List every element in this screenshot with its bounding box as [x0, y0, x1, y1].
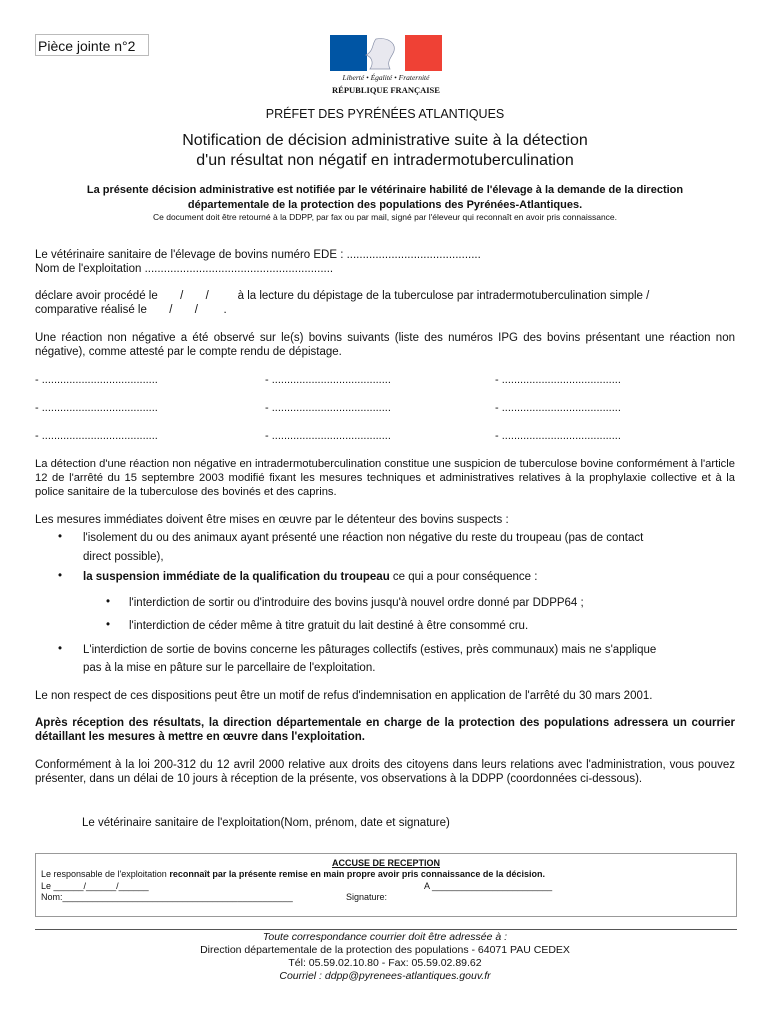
signature-line: Le vétérinaire sanitaire de l'exploitation(Nom, prénom, date et signature): [82, 817, 450, 829]
bullet-icon: •: [106, 596, 111, 608]
bullet-icon: •: [58, 531, 63, 543]
bullet-icon: •: [106, 619, 111, 631]
declare-line-2: comparative réalisé le / / .: [35, 304, 227, 316]
ack-nom-field[interactable]: Nom:______________________________________________: [41, 892, 293, 902]
bovin-entry: - ......................................: [35, 430, 158, 442]
bullet-isolement-1: l'isolement du ou des animaux ayant présenté une réaction non négative du reste du troupeau (pas de contact: [83, 532, 644, 544]
bullet-paturages-1: L'interdiction de sortie de bovins concerne les pâturages collectifs (estives, près communaux) mais ne s'applique: [83, 644, 657, 656]
tricolor-flag-icon: [330, 35, 442, 71]
bullet-icon: •: [58, 570, 63, 582]
ack-heading: ACCUSE DE RECEPTION: [331, 858, 440, 868]
footer: Toute correspondance courrier doit être adressée à : Direction départementale de la protection des populations - 64071 PAU CEDEX Tél: 05.59.02.10.80 - Fax: 05.59.02.89.62 Courriel : ddpp@pyrenees-atlantiques.gouv.fr: [200, 931, 570, 982]
detection-paragraph: La détection d'une réaction non négative en intradermotuberculination constitue une suspicion de tuberculose bovine conformément à l'article 12 de l'arrêté du 15 septembre 2003 modifié fixant les mesures techniques et administratives relatives à la prophylaxie collective et à la police sanitaire de la tuberculose des bovinés et des caprins.: [35, 458, 735, 498]
sub-bullet-interdiction-lait: l'interdiction de céder même à titre gratuit du lait destiné à être consommé cru.: [129, 620, 529, 632]
nom-exploitation-line: Nom de l'exploitation ...........................................................: [35, 263, 334, 275]
bovin-entry: - .......................................: [495, 402, 621, 414]
bovin-entry: - .......................................: [265, 402, 391, 414]
footer-divider: [35, 929, 737, 930]
republique-francaise: RÉPUBLIQUE FRANÇAISE: [332, 85, 440, 95]
republic-motto: Liberté • Égalité • Fraternité: [342, 73, 430, 82]
bovin-entry: - .......................................: [495, 430, 621, 442]
bovin-entry: - .......................................: [265, 430, 391, 442]
reaction-paragraph: Une réaction non négative a été observé sur le(s) bovins suivants (liste des numéros IPG des bovins présentant une réaction non négative), comme attesté par le compte rendu de dépistage.: [35, 332, 735, 358]
declare-line-1: déclare avoir procédé le / / à la lecture du dépistage de la tuberculose par intradermotuberculination simple /: [35, 290, 650, 302]
prefet-heading: PRÉFET DES PYRÉNÉES ATLANTIQUES: [265, 107, 505, 121]
notice-bold: La présente décision administrative est notifiée par le vétérinaire habilité de l'élevage à la demande de la direction départementale de la protection des populations des Pyrénées-Atlantiques.: [86, 184, 684, 211]
bullet-isolement-2: direct possible),: [83, 551, 164, 563]
marianne-logo: [330, 35, 442, 97]
bovin-entry: - .......................................: [495, 374, 621, 386]
notice-small: Ce document doit être retourné à la DDPP, par fax ou par mail, signé par l'éleveur qui reconnaît en avoir pris connaissance.: [152, 212, 618, 222]
ack-lieu-field[interactable]: A ________________________: [424, 881, 553, 891]
bullet-paturages-2: pas à la mise en pâture sur le parcellaire de l'exploitation.: [83, 662, 376, 674]
bovin-entry: - ......................................: [35, 402, 158, 414]
bullet-icon: •: [58, 643, 63, 655]
vet-ede-line: Le vétérinaire sanitaire de l'élevage de bovins numéro EDE : ..........................................: [35, 249, 481, 261]
bullet-suspension: la suspension immédiate de la qualification du troupeau ce qui a pour conséquence :: [83, 571, 538, 583]
bovin-entry: - .......................................: [265, 374, 391, 386]
document-title: Notification de décision administrative suite à la détection d'un résultat non négatif en intradermotuberculination: [182, 132, 588, 169]
ack-signature-field[interactable]: Signature:: [346, 892, 388, 902]
ack-date-field[interactable]: Le ______/______/______: [41, 881, 149, 891]
apres-reception-paragraph: Après réception des résultats, la direction départementale en charge de la protection des populations adressera un courrier détaillant les mesures à mettre en œuvre dans l'exploitation.: [35, 717, 735, 743]
ack-statement: Le responsable de l'exploitation reconnaît par la présente remise en main propre avoir pris connaissance de la décision.: [41, 869, 545, 879]
bovin-entry: - ......................................: [35, 374, 158, 386]
sub-bullet-interdiction-sortir: l'interdiction de sortir ou d'introduire des bovins jusqu'à nouvel ordre donné par DDPP64 ;: [129, 597, 584, 609]
accuse-reception-box: [35, 853, 737, 917]
non-respect-paragraph: Le non respect de ces dispositions peut être un motif de refus d'indemnisation en application de l'arrêté du 30 mars 2001.: [35, 690, 653, 702]
piece-jointe-label: Pièce jointe n°2: [35, 34, 149, 56]
conformement-paragraph: Conformément à la loi 200-312 du 12 avril 2000 relative aux droits des citoyens dans leurs relations avec l'administration, vous pouvez présenter, dans un délai de 10 jours à réception de la présente, vos observations à la DDPP (coordonnées ci-dessous).: [35, 759, 735, 785]
mesures-intro: Les mesures immédiates doivent être mises en œuvre par le détenteur des bovins suspects :: [35, 514, 509, 526]
